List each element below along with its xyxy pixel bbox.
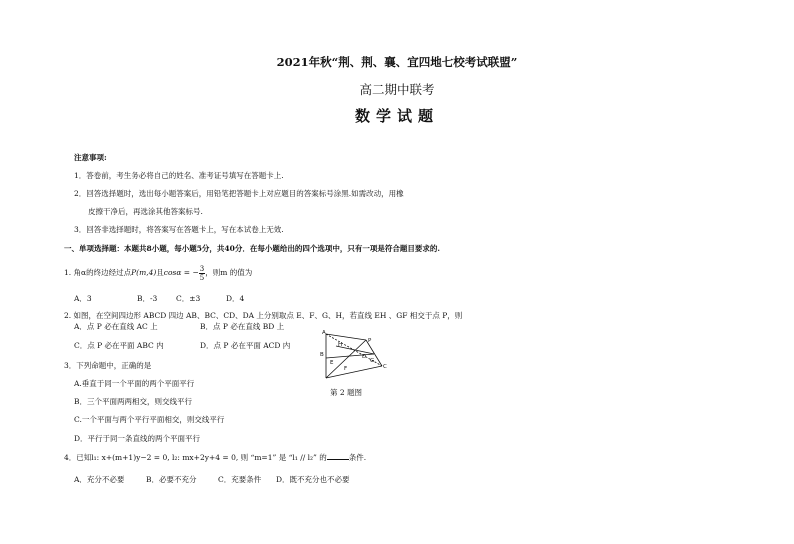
q3-option-a: A.垂直于同一个平面的两个平面平行 xyxy=(74,379,195,388)
q4-option-c: C．充要条件 xyxy=(218,475,262,484)
fig-label-b: B xyxy=(320,352,324,358)
fig-label-c: C xyxy=(383,364,387,370)
notice-item-2-cont: 皮擦干净后，再选涂其他答案标号. xyxy=(88,207,203,216)
q4-option-a: A．充分不必要 xyxy=(74,475,125,484)
q1-option-c: C．±3 xyxy=(176,294,201,303)
fig-label-d: D xyxy=(362,354,367,360)
exam-title-subject: 数学试题 xyxy=(354,107,439,125)
notice-item-2: 2．回答选择题时，选出每小题答案后，用铅笔把答题卡上对应题目的答案标号涂黑.如需改动，用橡 xyxy=(74,189,404,198)
exam-title-line1: 2021年秋“荆、荆、襄、宜四地七校考试联盟” xyxy=(276,55,518,69)
fig-label-a: A xyxy=(322,330,326,336)
q4-stem-a: 4．已知l₁: x+(m+1)y−2 = 0, l₂: mx+2y+4 = 0, 则 “m=1” 是 “l₁ // l₂” 的 xyxy=(64,453,327,462)
q2-option-d: D．点 P 必在平面 ACD 内 xyxy=(200,341,291,350)
q3-option-d: D．平行于同一条直线的两个平面平行 xyxy=(74,434,201,443)
q4-option-d: D．既不充分也不必要 xyxy=(276,475,350,484)
q1-option-a: A．3 xyxy=(74,294,92,303)
q4-option-b: B．必要不充分 xyxy=(146,475,197,484)
q4-stem-b: 条件. xyxy=(348,453,367,462)
q1-stem-a: 1. 角α的终边经过点 xyxy=(64,268,132,277)
notice-item-3: 3．回答非选择题时，将答案写在答题卡上，写在本试卷上无效. xyxy=(74,225,284,234)
q1-cos: cosα = − xyxy=(163,268,199,277)
question-4-stem xyxy=(64,452,366,463)
fig-label-h: H xyxy=(338,342,343,348)
q2-option-b: B．点 P 必在直线 BD 上 xyxy=(200,322,285,331)
q4-answer-blank xyxy=(327,453,349,460)
fig-label-g: G xyxy=(370,358,375,364)
notice-item-1: 1．答卷前，考生务必将自己的姓名、准考证号填写在答题卡上. xyxy=(74,171,284,180)
question-1-stem xyxy=(64,263,252,283)
section1-heading: 一、单项选择题：本题共8小题，每小题5分，共40分．在每小题给出的四个选项中，只有一项是符合题目要求的. xyxy=(64,244,440,253)
q3-option-b: B．三个平面两两相交，则交线平行 xyxy=(74,397,193,406)
q2-option-c: C．点 P 必在平面 ABC 内 xyxy=(74,341,164,350)
notice-heading: 注意事项: xyxy=(74,153,107,162)
q3-option-c: C.一个平面与两个平行平面相交，则交线平行 xyxy=(74,415,225,424)
exam-title-line2: 高二期中联考 xyxy=(359,82,435,97)
q1-option-d: D．4 xyxy=(226,294,245,303)
question-2-stem: 2. 如图，在空间四边形 ABCD 四边 AB、BC、CD、DA 上分别取点 E、F、G、H，若直线 EH 、GF 相交于点 P，则 xyxy=(64,311,463,320)
q1-stem-b: 且 xyxy=(156,268,164,277)
q1-stem-c: ，则m 的值为 xyxy=(205,268,253,277)
q1-point: P(m,4) xyxy=(131,268,157,277)
question-3-stem: 3．下列命题中，正确的是 xyxy=(64,361,152,370)
q2-figure xyxy=(318,328,390,386)
q1-frac-num: 3 xyxy=(199,264,205,273)
fig-label-f: F xyxy=(344,366,348,372)
q1-frac-den: 5 xyxy=(199,273,205,282)
q2-option-a: A．点 P 必在直线 AC 上 xyxy=(74,322,158,331)
q2-figure-caption: 第 2 题图 xyxy=(330,388,363,397)
fig-label-e: E xyxy=(330,360,334,366)
fig-label-p: P xyxy=(368,338,372,344)
q1-option-b: B．-3 xyxy=(137,294,158,303)
